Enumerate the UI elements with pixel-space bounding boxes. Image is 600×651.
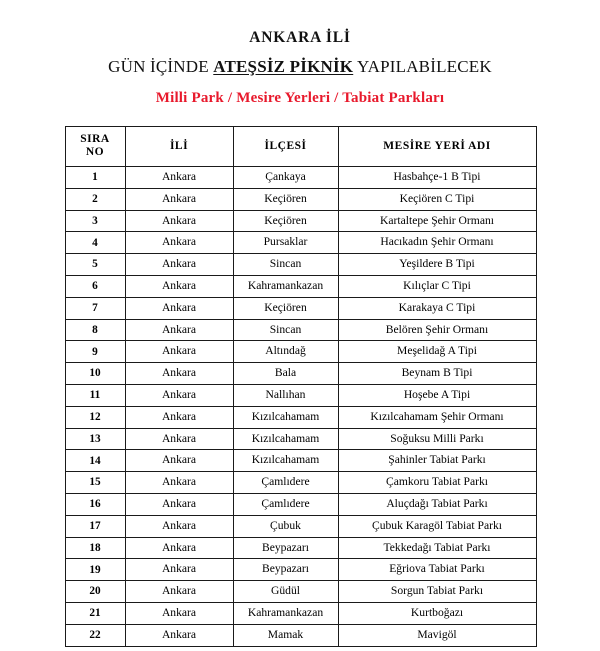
cell-sira-no: 10 [65, 363, 125, 385]
column-header-mesire-yeri-adi: MESİRE YERİ ADI [338, 126, 536, 166]
column-header-ilce: İLÇESİ [233, 126, 338, 166]
cell-ilce: Keçiören [233, 210, 338, 232]
cell-sira-no: 19 [65, 559, 125, 581]
cell-mesire-yeri-adi: Kızılcahamam Şehir Ormanı [338, 406, 536, 428]
table-row [65, 493, 536, 515]
cell-ilce: Kızılcahamam [233, 406, 338, 428]
table-row [65, 254, 536, 276]
cell-il: Ankara [125, 166, 233, 188]
table-row [65, 166, 536, 188]
cell-sira-no: 16 [65, 493, 125, 515]
cell-mesire-yeri-adi: Karakaya C Tipi [338, 297, 536, 319]
cell-mesire-yeri-adi: Kılıçlar C Tipi [338, 275, 536, 297]
cell-il: Ankara [125, 472, 233, 494]
cell-il: Ankara [125, 515, 233, 537]
document-header [0, 0, 600, 109]
cell-il: Ankara [125, 384, 233, 406]
cell-mesire-yeri-adi: Soğuksu Milli Parkı [338, 428, 536, 450]
table-row [65, 210, 536, 232]
cell-ilce: Nallıhan [233, 384, 338, 406]
title-suffix-text: YAPILABİLECEK [353, 57, 492, 77]
column-header-il: İLİ [125, 126, 233, 166]
table-row [65, 450, 536, 472]
cell-mesire-yeri-adi: Kurtboğazı [338, 602, 536, 624]
table-row [65, 319, 536, 341]
cell-ilce: Keçiören [233, 297, 338, 319]
cell-sira-no: 18 [65, 537, 125, 559]
cell-sira-no: 20 [65, 581, 125, 603]
cell-ilce: Pursaklar [233, 232, 338, 254]
cell-sira-no: 7 [65, 297, 125, 319]
cell-mesire-yeri-adi: Çubuk Karagöl Tabiat Parkı [338, 515, 536, 537]
cell-ilce: Kahramankazan [233, 275, 338, 297]
cell-il: Ankara [125, 319, 233, 341]
cell-il: Ankara [125, 624, 233, 646]
table-row [65, 559, 536, 581]
table-container [65, 126, 536, 647]
cell-sira-no: 13 [65, 428, 125, 450]
table-row [65, 515, 536, 537]
cell-mesire-yeri-adi: Belören Şehir Ormanı [338, 319, 536, 341]
table-row [65, 363, 536, 385]
cell-mesire-yeri-adi: Hacıkadın Şehir Ormanı [338, 232, 536, 254]
cell-mesire-yeri-adi: Eğriova Tabiat Parkı [338, 559, 536, 581]
cell-sira-no: 9 [65, 341, 125, 363]
table-row [65, 581, 536, 603]
cell-sira-no: 8 [65, 319, 125, 341]
cell-sira-no: 21 [65, 602, 125, 624]
cell-mesire-yeri-adi: Hasbahçe-1 B Tipi [338, 166, 536, 188]
table-row [65, 428, 536, 450]
table-row [65, 537, 536, 559]
cell-ilce: Mamak [233, 624, 338, 646]
cell-ilce: Sincan [233, 254, 338, 276]
cell-ilce: Çankaya [233, 166, 338, 188]
table-row [65, 602, 536, 624]
cell-mesire-yeri-adi: Meşelidağ A Tipi [338, 341, 536, 363]
cell-il: Ankara [125, 493, 233, 515]
table-row [65, 341, 536, 363]
cell-mesire-yeri-adi: Keçiören C Tipi [338, 188, 536, 210]
cell-ilce: Çamlıdere [233, 493, 338, 515]
cell-mesire-yeri-adi: Mavigöl [338, 624, 536, 646]
cell-sira-no: 6 [65, 275, 125, 297]
cell-mesire-yeri-adi: Şahinler Tabiat Parkı [338, 450, 536, 472]
table-row [65, 472, 536, 494]
title-prefix-text: GÜN İÇİNDE [108, 57, 214, 77]
cell-ilce: Sincan [233, 319, 338, 341]
cell-mesire-yeri-adi: Hoşebe A Tipi [338, 384, 536, 406]
cell-mesire-yeri-adi: Kartaltepe Şehir Ormanı [338, 210, 536, 232]
cell-sira-no: 3 [65, 210, 125, 232]
cell-mesire-yeri-adi: Sorgun Tabiat Parkı [338, 581, 536, 603]
cell-il: Ankara [125, 581, 233, 603]
cell-ilce: Kızılcahamam [233, 428, 338, 450]
cell-il: Ankara [125, 341, 233, 363]
cell-il: Ankara [125, 428, 233, 450]
column-header-sira-no-line2: NO [85, 146, 105, 159]
cell-ilce: Kahramankazan [233, 602, 338, 624]
cell-il: Ankara [125, 559, 233, 581]
table-row [65, 624, 536, 646]
table-body [65, 166, 536, 646]
cell-il: Ankara [125, 275, 233, 297]
title-emphasis-text: ATEŞSİZ PİKNİK [213, 57, 354, 77]
cell-sira-no: 17 [65, 515, 125, 537]
cell-il: Ankara [125, 232, 233, 254]
column-header-sira-no-line1: SIRA [80, 132, 110, 145]
cell-sira-no: 15 [65, 472, 125, 494]
cell-ilce: Kızılcahamam [233, 450, 338, 472]
cell-ilce: Bala [233, 363, 338, 385]
table-row [65, 188, 536, 210]
cell-il: Ankara [125, 406, 233, 428]
document-title-province: ANKARA İLİ [249, 29, 351, 46]
cell-mesire-yeri-adi: Yeşildere B Tipi [338, 254, 536, 276]
cell-sira-no: 4 [65, 232, 125, 254]
cell-mesire-yeri-adi: Tekkedağı Tabiat Parkı [338, 537, 536, 559]
table-header-row [65, 126, 536, 166]
table-row [65, 297, 536, 319]
cell-il: Ankara [125, 537, 233, 559]
cell-ilce: Altındağ [233, 341, 338, 363]
cell-ilce: Beypazarı [233, 559, 338, 581]
cell-sira-no: 11 [65, 384, 125, 406]
cell-ilce: Keçiören [233, 188, 338, 210]
table-row [65, 406, 536, 428]
cell-mesire-yeri-adi: Çamkoru Tabiat Parkı [338, 472, 536, 494]
table-row [65, 275, 536, 297]
cell-sira-no: 2 [65, 188, 125, 210]
table-row [65, 232, 536, 254]
cell-sira-no: 22 [65, 624, 125, 646]
cell-il: Ankara [125, 297, 233, 319]
picnic-areas-table [65, 126, 537, 647]
cell-mesire-yeri-adi: Aluçdağı Tabiat Parkı [338, 493, 536, 515]
document-subtitle-categories: Milli Park / Mesire Yerleri / Tabiat Parkları [155, 90, 445, 107]
cell-sira-no: 1 [65, 166, 125, 188]
cell-sira-no: 14 [65, 450, 125, 472]
cell-ilce: Çubuk [233, 515, 338, 537]
column-header-sira-no [65, 126, 125, 166]
document-title-subject [0, 56, 600, 78]
cell-sira-no: 12 [65, 406, 125, 428]
cell-il: Ankara [125, 602, 233, 624]
cell-il: Ankara [125, 363, 233, 385]
table-header [65, 126, 536, 166]
table-row [65, 384, 536, 406]
cell-il: Ankara [125, 188, 233, 210]
cell-ilce: Güdül [233, 581, 338, 603]
cell-ilce: Beypazarı [233, 537, 338, 559]
cell-il: Ankara [125, 450, 233, 472]
cell-il: Ankara [125, 210, 233, 232]
cell-sira-no: 5 [65, 254, 125, 276]
cell-il: Ankara [125, 254, 233, 276]
cell-mesire-yeri-adi: Beynam B Tipi [338, 363, 536, 385]
cell-ilce: Çamlıdere [233, 472, 338, 494]
